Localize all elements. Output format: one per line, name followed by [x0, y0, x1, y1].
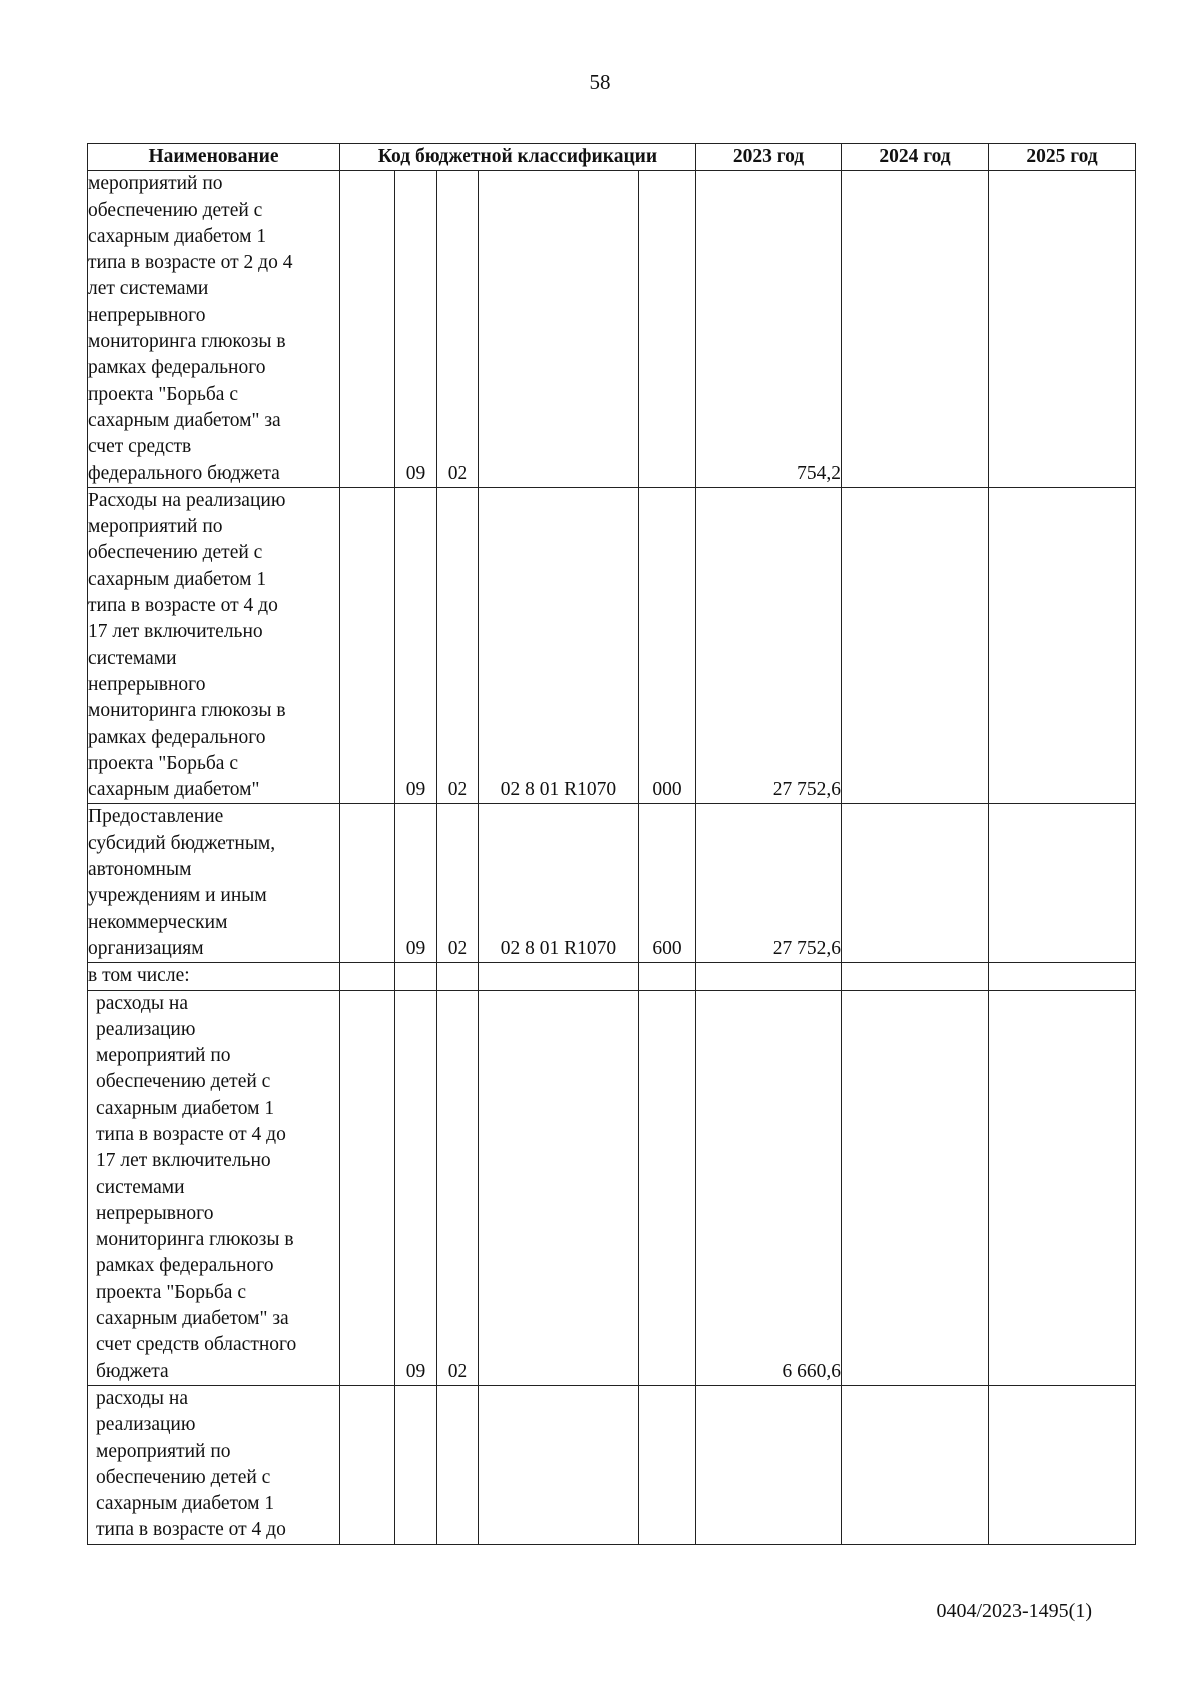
document-code: 0404/2023-1495(1)	[936, 1600, 1092, 1622]
row-2023: 754,2	[696, 171, 842, 488]
header-2024: 2024 год	[842, 144, 989, 171]
row-2025	[989, 963, 1136, 990]
row-vr: 600	[639, 804, 696, 963]
row-vr	[639, 990, 696, 1385]
header-code: Код бюджетной классификации	[340, 144, 696, 171]
row-csr: 02 8 01 R1070	[479, 487, 639, 804]
row-pr	[437, 1385, 479, 1544]
row-pr: 02	[437, 487, 479, 804]
row-2024	[842, 804, 989, 963]
row-name: в том числе:	[88, 963, 340, 990]
row-name: Предоставление субсидий бюджетным, автономным учреждениям и иным некоммерческим организациям	[88, 804, 340, 963]
table-row	[88, 171, 1136, 488]
row-rz: 09	[395, 171, 437, 488]
row-2024	[842, 990, 989, 1385]
row-2023: 27 752,6	[696, 487, 842, 804]
row-gr	[340, 487, 395, 804]
table-row	[88, 804, 1136, 963]
row-2024	[842, 1385, 989, 1544]
row-rz	[395, 1385, 437, 1544]
row-2023	[696, 963, 842, 990]
row-gr	[340, 990, 395, 1385]
row-vr	[639, 1385, 696, 1544]
header-2025: 2025 год	[989, 144, 1136, 171]
row-csr: 02 8 01 R1070	[479, 804, 639, 963]
row-2023: 27 752,6	[696, 804, 842, 963]
row-2024	[842, 963, 989, 990]
header-name: Наименование	[88, 144, 340, 171]
row-rz	[395, 963, 437, 990]
row-2025	[989, 990, 1136, 1385]
row-name: расходы на реализацию мероприятий по обеспечению детей с сахарным диабетом 1 типа в возрасте от 4 до	[88, 1385, 340, 1544]
row-gr	[340, 1385, 395, 1544]
row-pr: 02	[437, 804, 479, 963]
row-vr	[639, 171, 696, 488]
row-pr: 02	[437, 990, 479, 1385]
row-vr	[639, 963, 696, 990]
row-gr	[340, 171, 395, 488]
table-row	[88, 487, 1136, 804]
table-row	[88, 990, 1136, 1385]
row-vr: 000	[639, 487, 696, 804]
row-csr	[479, 171, 639, 488]
table-row	[88, 1385, 1136, 1544]
row-pr	[437, 963, 479, 990]
row-rz: 09	[395, 804, 437, 963]
row-name: расходы на реализацию мероприятий по обеспечению детей с сахарным диабетом 1 типа в возрасте от 4 до 17 лет включительно системами непрерывного мониторинга глюкозы в рамках федерального проекта "Борьба с сахарным диабетом" за счет средств областного бюджета	[88, 990, 340, 1385]
row-csr	[479, 990, 639, 1385]
row-2024	[842, 487, 989, 804]
row-2024	[842, 171, 989, 488]
row-gr	[340, 804, 395, 963]
row-name: Расходы на реализацию мероприятий по обеспечению детей с сахарным диабетом 1 типа в возрасте от 4 до 17 лет включительно системами непрерывного мониторинга глюкозы в рамках федерального проекта "Борьба с сахарным диабетом"	[88, 487, 340, 804]
header-2023: 2023 год	[696, 144, 842, 171]
row-2023: 6 660,6	[696, 990, 842, 1385]
row-2025	[989, 171, 1136, 488]
row-2023	[696, 1385, 842, 1544]
row-2025	[989, 1385, 1136, 1544]
row-rz: 09	[395, 990, 437, 1385]
row-2025	[989, 804, 1136, 963]
budget-table	[87, 143, 1136, 1545]
page-number: 58	[589, 70, 611, 94]
row-rz: 09	[395, 487, 437, 804]
row-csr	[479, 963, 639, 990]
row-2025	[989, 487, 1136, 804]
row-csr	[479, 1385, 639, 1544]
row-pr: 02	[437, 171, 479, 488]
row-gr	[340, 963, 395, 990]
row-name: мероприятий по обеспечению детей с сахарным диабетом 1 типа в возрасте от 2 до 4 лет системами непрерывного мониторинга глюкозы в рамках федерального проекта "Борьба с сахарным диабетом" за счет средств федерального бюджета	[88, 171, 340, 488]
header-row	[88, 144, 1136, 171]
table-row	[88, 963, 1136, 990]
